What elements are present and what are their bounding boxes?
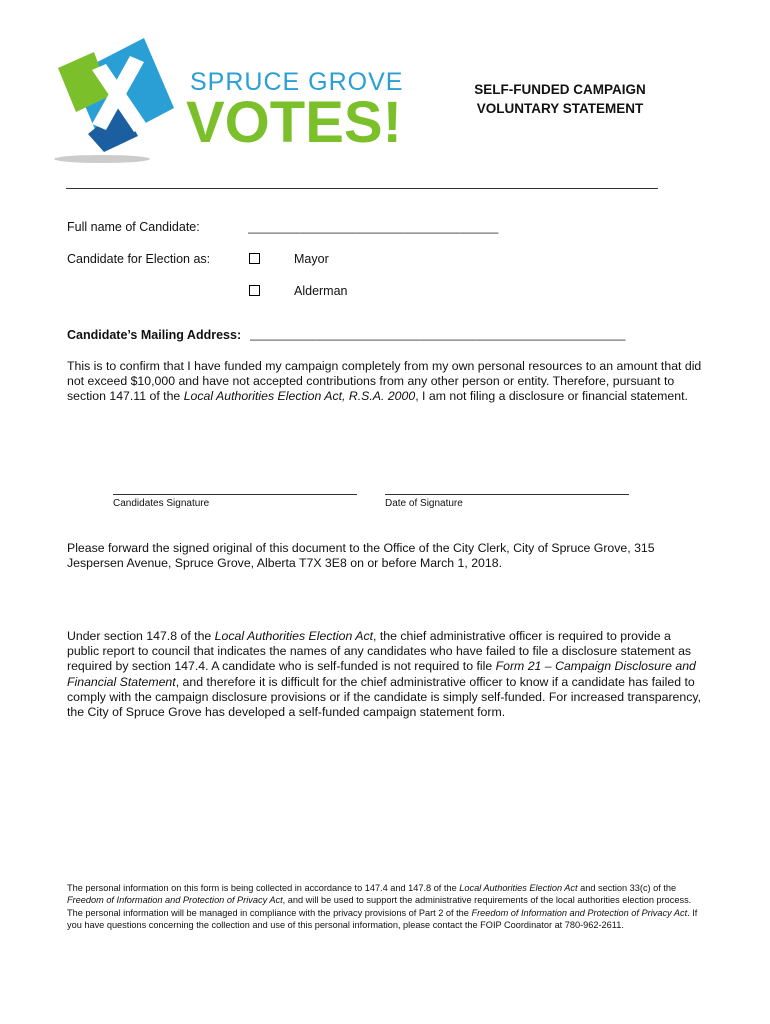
title-line-2: VOLUNTARY STATEMENT [476, 101, 644, 116]
footer-act-3: Freedom of Information and Protection of Privacy Act [471, 907, 688, 918]
header-divider [66, 188, 658, 189]
logo-shadow [54, 155, 150, 163]
election-label: Candidate for Election as: [67, 252, 211, 266]
section-text-1: Under section 147.8 of the [67, 629, 215, 643]
confirmation-act-name: Local Authorities Election Act, R.S.A. 2000 [183, 389, 416, 404]
privacy-footer [67, 882, 703, 931]
confirmation-paragraph [67, 359, 703, 405]
full-name-label: Full name of Candidate: [67, 220, 200, 234]
date-line[interactable] [385, 494, 629, 495]
document-title [440, 80, 680, 118]
logo-line-2: VOTES! [186, 90, 402, 155]
signature-line[interactable] [113, 494, 357, 495]
section-form-21: Form 21 – Campaign Disclosure and Financial Statement [67, 659, 696, 689]
confirmation-text-1: This is to confirm that I have funded my campaign completely from my own personal resources to an amount that did not exceed $10,000 and have not accepted contributions from any other person or entity. Therefore, pursuant to section 147.11 of the [67, 359, 702, 404]
mayor-option-label: Mayor [294, 252, 329, 266]
footer-text-3: , and will be used to support the administrative requirements of the local authorities election process. The personal information will be managed in compliance with the privacy provisions of Part 2 of the [67, 895, 692, 918]
date-caption: Date of Signature [385, 498, 463, 509]
title-line-1: SELF-FUNDED CAMPAIGN [474, 82, 646, 97]
mailing-address-field[interactable]: ______________________________________________________ [250, 327, 626, 341]
signature-caption: Candidates Signature [113, 498, 210, 509]
footer-act-2: Freedom of Information and Protection of Privacy Act [67, 895, 283, 906]
full-name-field[interactable]: ____________________________________ [248, 220, 499, 234]
section-text-3: , and therefore it is difficult for the chief administrative officer to know if a candidate has failed to comply with the campaign disclosure provisions or if the candidate is simply self-funded. For increased transparency, the City of Spruce Grove has developed a self-funded campaign statement form. [67, 674, 702, 720]
confirmation-text-2: , I am not filing a disclosure or financial statement. [415, 389, 688, 404]
footer-text-1: The personal information on this form is being collected in accordance to 147.4 and 147.8 of the [67, 883, 460, 893]
mailing-address-label: Candidate’s Mailing Address: [67, 328, 242, 342]
logo-line-1: SPRUCE GROVE [190, 68, 404, 96]
section-act-name: Local Authorities Election Act [214, 629, 374, 643]
forward-paragraph: Please forward the signed original of this document to the Office of the City Clerk, City of Spruce Grove, 315 Jespersen Avenue, Spruce Grove, Alberta T7X 3E8 on or before March 1, 2018. [67, 541, 655, 571]
footer-text-4: . If you have questions concerning the collection and use of this personal information, please contact the FOIP Coordinator at 780-962-2611. [67, 907, 698, 930]
alderman-option-label: Alderman [294, 284, 348, 298]
footer-act-1: Local Authorities Election Act [459, 883, 578, 893]
footer-text-2: and section 33(c) of the [577, 883, 677, 893]
section-text-2: , the chief administrative officer is required to provide a public report to council that indicates the names of any candidates who have failed to file a disclosure statement as required by section 147.4. A candidate who is self-funded is not required to file [67, 629, 692, 674]
alderman-checkbox[interactable] [249, 285, 260, 296]
section-paragraph [67, 629, 703, 720]
mayor-checkbox[interactable] [249, 253, 260, 264]
